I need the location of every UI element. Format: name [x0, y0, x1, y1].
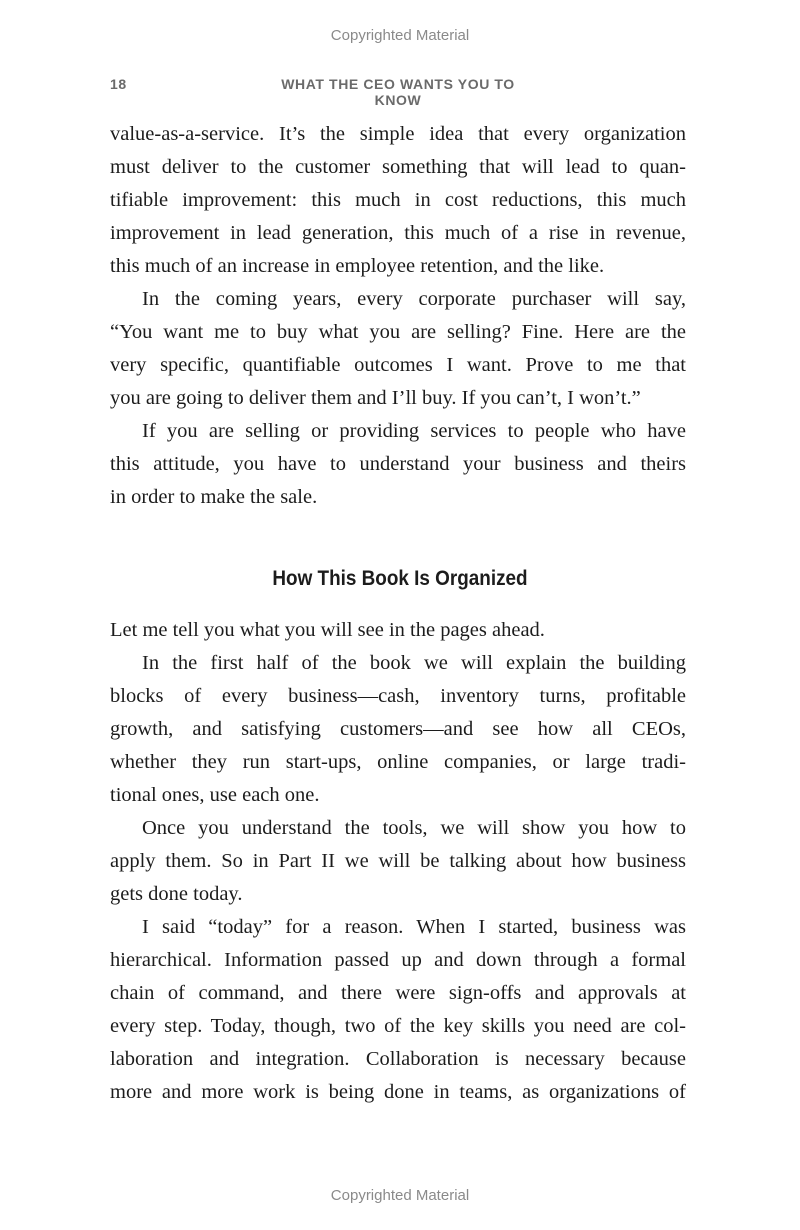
- text-line: hierarchical. Information passed up and down through a formal: [110, 949, 686, 971]
- text-line: improvement in lead generation, this much of a rise in revenue,: [110, 222, 686, 244]
- text-line: more and more work is being done in teams, as organizations of: [110, 1081, 686, 1103]
- text-line: value-as-a-service. It’s the simple idea that every organization: [110, 123, 686, 145]
- text-line: in order to make the sale.: [110, 486, 318, 508]
- text-line: growth, and satisfying customers—and see how all CEOs,: [110, 718, 686, 740]
- paragraph: [110, 415, 686, 514]
- paragraph: [110, 118, 686, 283]
- text-line: Let me tell you what you will see in the pages ahead.: [110, 619, 545, 641]
- text-line: this much of an increase in employee retention, and the like.: [110, 255, 605, 277]
- text-line: must deliver to the customer something that will lead to quan-: [110, 156, 686, 178]
- text-line: this attitude, you have to understand your business and theirs: [110, 453, 686, 475]
- watermark-bottom: Copyrighted Material: [330, 1187, 470, 1204]
- section-heading: How This Book Is Organized: [272, 567, 528, 590]
- running-head-title: WHAT THE CEO WANTS YOU TO KNOW: [281, 76, 515, 108]
- paragraph: [110, 283, 686, 415]
- text-line: If you are selling or providing services to people who have: [142, 420, 686, 442]
- text-line: tional ones, use each one.: [110, 784, 320, 806]
- body-text-block-2: [110, 614, 686, 1109]
- paragraph: [110, 647, 686, 812]
- text-line: “You want me to buy what you are selling? Fine. Here are the: [110, 321, 686, 343]
- page-number: 18: [110, 76, 127, 92]
- text-line: gets done today.: [110, 883, 243, 905]
- text-line: chain of command, and there were sign-offs and approvals at: [110, 982, 686, 1004]
- text-line: In the first half of the book we will explain the building: [142, 652, 686, 674]
- watermark-top: Copyrighted Material: [330, 27, 470, 44]
- text-line: blocks of every business—cash, inventory turns, profitable: [110, 685, 686, 707]
- body-text-block-1: [110, 118, 686, 514]
- text-line: tifiable improvement: this much in cost reductions, this much: [110, 189, 686, 211]
- text-line: I said “today” for a reason. When I started, business was: [142, 916, 686, 938]
- paragraph: [110, 614, 686, 647]
- paragraph: [110, 812, 686, 911]
- text-line: you are going to deliver them and I’ll buy. If you can’t, I won’t.”: [110, 387, 641, 409]
- text-line: In the coming years, every corporate purchaser will say,: [142, 288, 686, 310]
- text-line: Once you understand the tools, we will show you how to: [142, 817, 686, 839]
- paragraph: [110, 911, 686, 1109]
- text-line: whether they run start-ups, online companies, or large tradi-: [110, 751, 686, 773]
- text-line: every step. Today, though, two of the key skills you need are col-: [110, 1015, 686, 1037]
- text-line: laboration and integration. Collaboration is necessary because: [110, 1048, 686, 1070]
- text-line: very specific, quantifiable outcomes I want. Prove to me that: [110, 354, 686, 376]
- text-line: apply them. So in Part II we will be talking about how business: [110, 850, 686, 872]
